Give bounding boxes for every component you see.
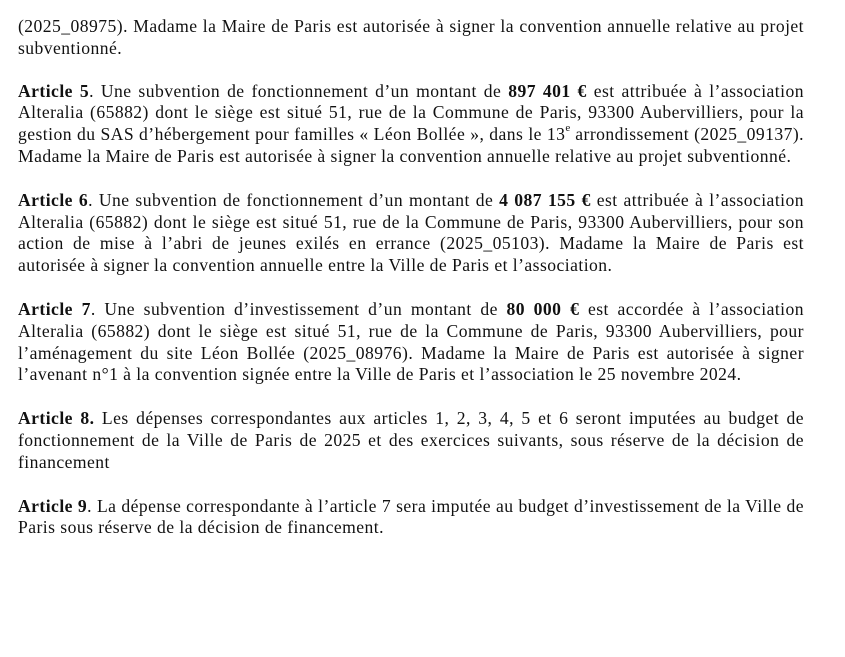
article-8	[18, 408, 804, 473]
article-7	[18, 299, 804, 386]
article-5-text-c: arrondissement (2025_09137). Madame la Maire de Paris est autorisée à signer la convention annuelle relative au projet subventionné.	[18, 124, 804, 166]
article-8-label: Article 8.	[18, 408, 95, 429]
article-6-text-b: est attribuée à l’association Alteralia (65882) dont le siège est situé 51, rue de la Commune de Paris, 93300 Aubervilliers, pour son action de mise à l’abri de jeunes exilés en errance (2025_05103). Madame la Maire de Paris est autorisée à signer la convention annuelle entre la Ville de Paris et l’association.	[18, 189, 804, 276]
article-7-text-b: est accordée à l’association Alteralia (65882) dont le siège est situé 51, rue de la Commune de Paris, 93300 Aubervilliers, pour l’aménagement du site Léon Bollée (2025_08976). Madame la Maire de Paris est autorisée à signer l’avenant n°1 à la convention signée entre la Ville de Paris et l’association le 25 novembre 2024.	[18, 298, 804, 385]
article-7-amount: 80 000 €	[506, 298, 580, 319]
article-9-text-a: . La dépense correspondante à l’article 7 sera imputée au budget d’investissement de la Ville de Paris sous réserve de la décision de financement.	[18, 495, 804, 538]
article-6-label: Article 6	[18, 189, 89, 210]
intro-text: (2025_08975). Madame la Maire de Paris est autorisée à signer la convention annuelle relative au projet subventionné.	[18, 16, 804, 58]
article-6-text-a: . Une subvention de fonctionnement d’un montant de	[88, 189, 500, 210]
intro-paragraph	[18, 16, 804, 60]
article-9	[18, 496, 804, 540]
article-5	[18, 81, 804, 168]
article-5-superscript: e	[565, 122, 571, 135]
article-7-label: Article 7	[18, 298, 91, 319]
article-5-text-a: . Une subvention de fonctionnement d’un montant de	[89, 80, 509, 101]
article-8-text-a: Les dépenses correspondantes aux articles 1, 2, 3, 4, 5 et 6 seront imputées au budget de fonctionnement de la Ville de Paris de 2025 et des exercices suivants, sous réserve de la décision de financement	[18, 408, 804, 472]
article-5-label: Article 5	[18, 80, 90, 101]
article-7-text-a: . Une subvention d’investissement d’un montant de	[90, 298, 507, 319]
document-page	[18, 16, 804, 561]
article-5-text-b: est attribuée à l’association Alteralia (65882) dont le siège est situé 51, rue de la Commune de Paris, 93300 Aubervilliers, pour la gestion du SAS d’hébergement pour familles « Léon Bollée », dans le 13	[18, 80, 804, 145]
article-9-label: Article 9	[18, 495, 88, 516]
article-6	[18, 190, 804, 277]
article-6-amount: 4 087 155 €	[499, 189, 591, 210]
article-5-amount: 897 401 €	[508, 80, 587, 101]
